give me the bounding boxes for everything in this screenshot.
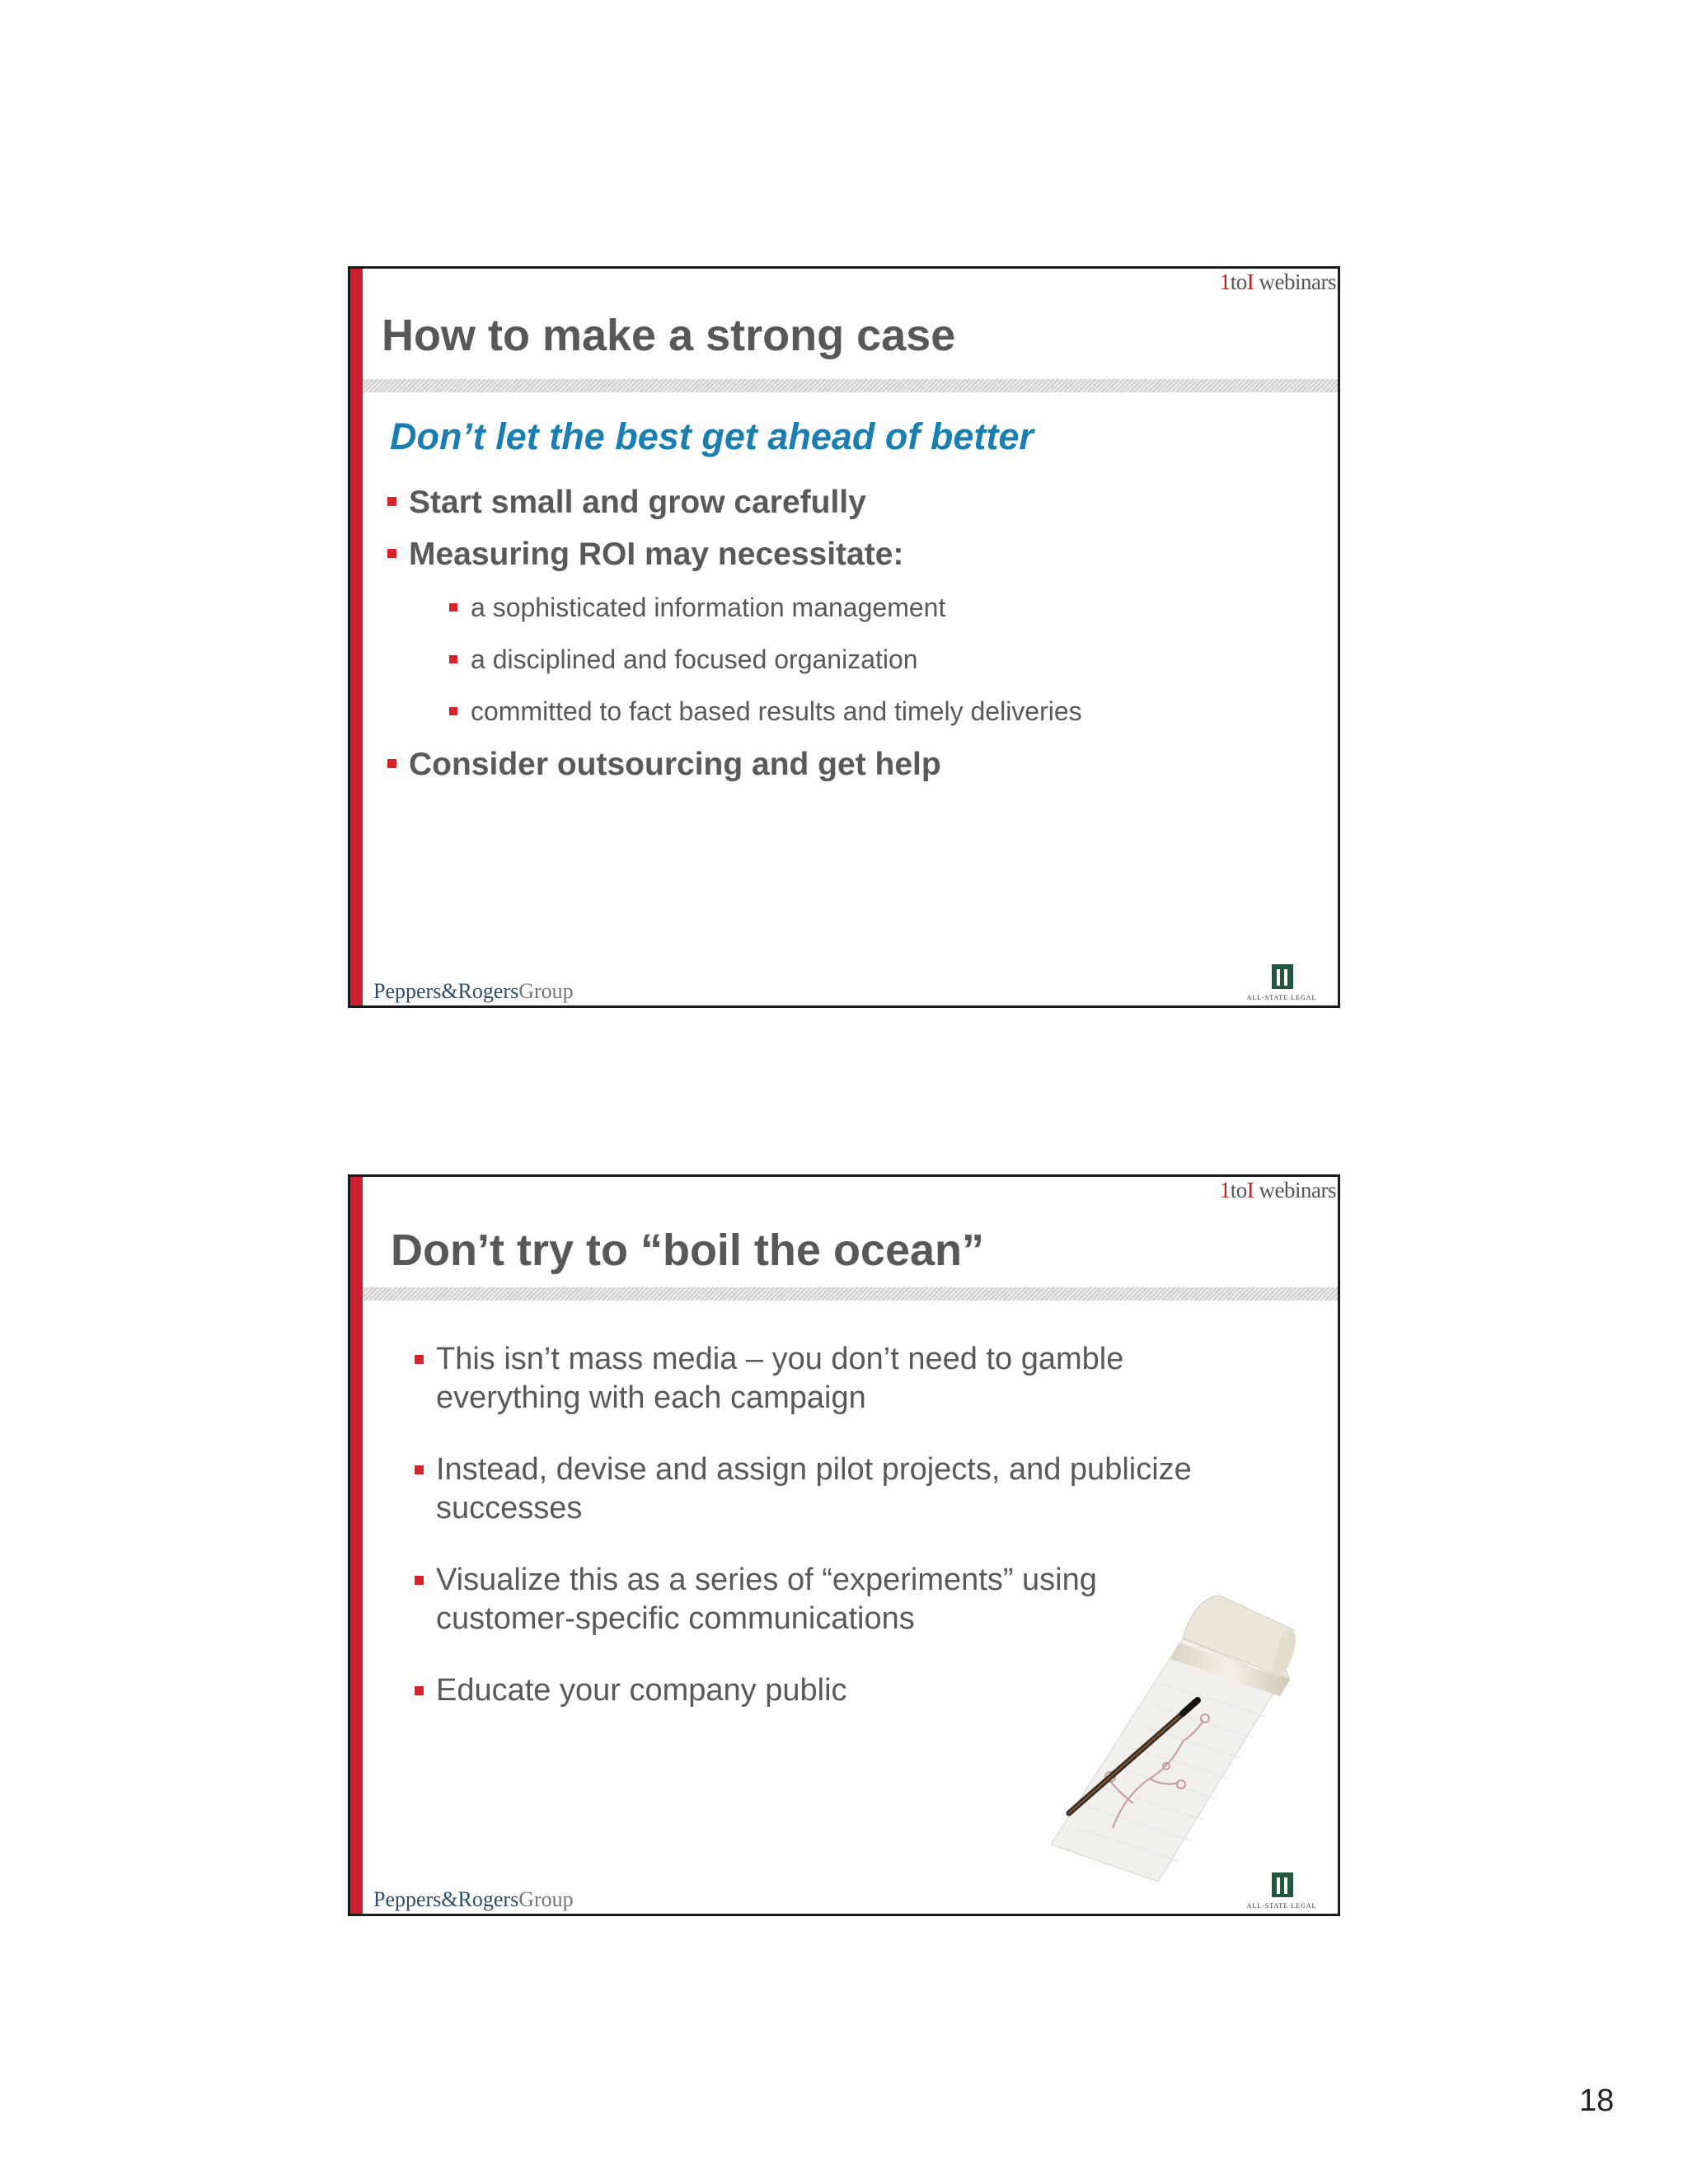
bullet-marker — [387, 497, 396, 506]
1to1-webinars-logo: 1toI webinars — [1219, 269, 1336, 294]
bullet-item: This isn’t mass media – you don’t need to gamble everything with each campaign — [436, 1340, 1123, 1418]
svg-text:ALL-STATE LEGAL: ALL-STATE LEGAL — [1246, 1902, 1317, 1910]
svg-text:ALL-STATE LEGAL: ALL-STATE LEGAL — [1246, 994, 1317, 1001]
bullet-marker — [415, 1686, 424, 1695]
slide-2 — [348, 1174, 1340, 1916]
title-divider — [363, 379, 1338, 392]
bullet-item: Instead, devise and assign pilot projects, and publicize successes — [436, 1451, 1192, 1528]
title-divider — [363, 1287, 1338, 1301]
1to1-webinars-logo: 1toI webinars — [1219, 1178, 1336, 1202]
bullet-item: Consider outsourcing and get help — [409, 747, 941, 783]
all-state-legal-logo — [1232, 963, 1331, 1002]
bullet-marker — [415, 1465, 424, 1474]
slide-accent-bar — [350, 269, 363, 1005]
slide-1 — [348, 266, 1340, 1008]
bullet-marker — [449, 603, 457, 612]
peppers-rogers-logo: Peppers&RogersGroup — [373, 1887, 574, 1911]
sub-bullet-item: a sophisticated information management — [471, 593, 945, 623]
sub-bullet-item: a disciplined and focused organization — [471, 644, 918, 675]
bullet-item: Educate your company public — [436, 1671, 847, 1710]
bullet-item: Measuring ROI may necessitate: — [409, 537, 903, 573]
bullet-marker — [387, 549, 396, 558]
notepad-and-pen-image — [1018, 1581, 1298, 1890]
peppers-rogers-logo: Peppers&RogersGroup — [373, 979, 574, 1003]
bullet-marker — [415, 1576, 424, 1585]
slide-title: How to make a strong case — [382, 311, 956, 360]
slide-subtitle: Don’t let the best get ahead of better — [390, 415, 1034, 457]
page-number: 18 — [1579, 2083, 1615, 2118]
bullet-marker — [449, 655, 457, 663]
slide-accent-bar — [350, 1177, 363, 1914]
bullet-item: Start small and grow carefully — [409, 485, 866, 521]
bullet-item: Visualize this as a series of “experiments” using customer-specific communications — [436, 1561, 1097, 1638]
all-state-legal-logo — [1232, 1871, 1331, 1910]
bullet-marker — [449, 707, 457, 715]
bullet-marker — [387, 759, 396, 768]
slide-title: Don’t try to “boil the ocean” — [391, 1226, 985, 1275]
sub-bullet-item: committed to fact based results and timely deliveries — [471, 696, 1082, 727]
bullet-marker — [415, 1355, 424, 1364]
